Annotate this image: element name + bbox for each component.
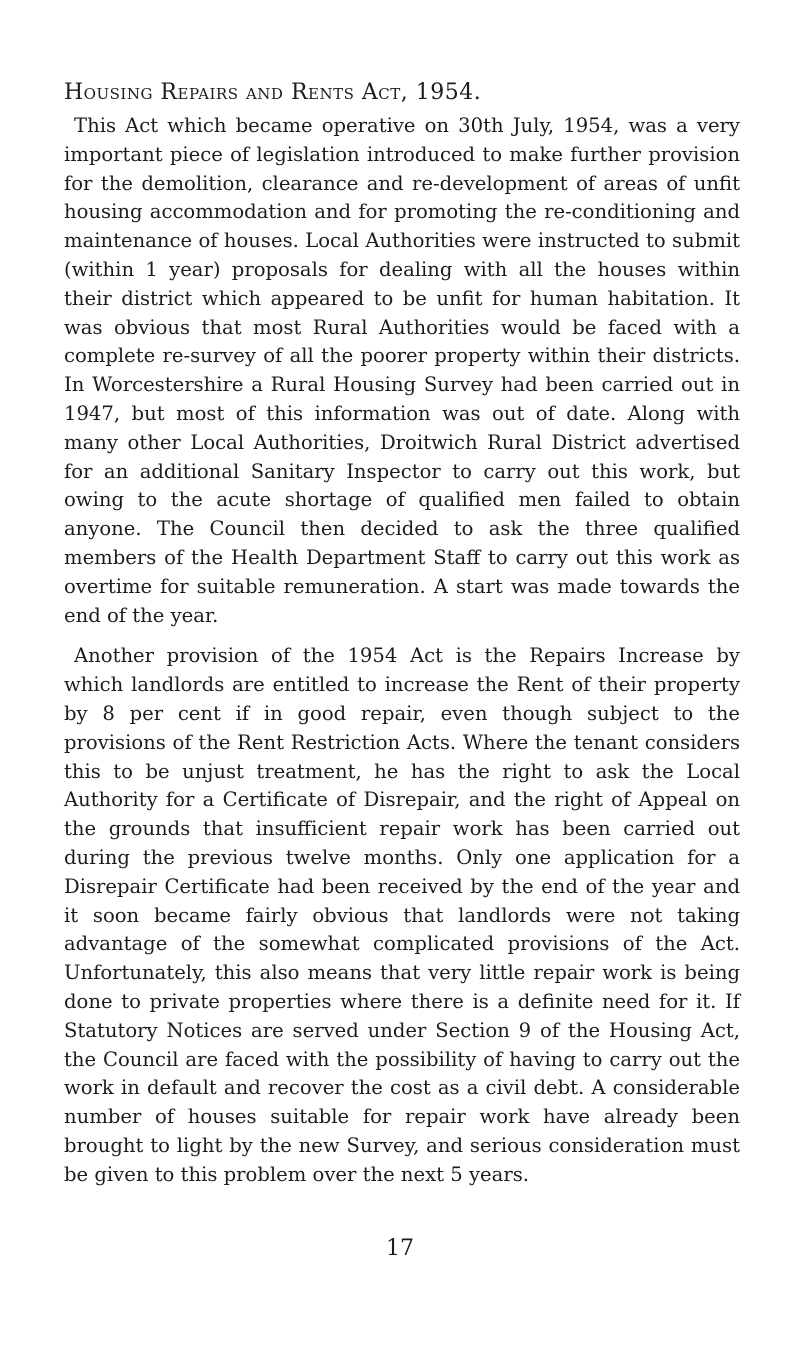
- paragraph-1: This Act which became operative on 30th July, 1954, was a very important piece of legislation introduced to make further provision for the demolition, clearance and re-development of areas of unfit housing accommodation and for promoting the re-conditioning and maintenance of houses. Local Authorities were instructed to submit (within 1 year) proposals for dealing with all the houses within their district which appeared to be unfit for human habitation. It was obvious that most Rural Authorities would be faced with a complete re-survey of all the poorer property within their districts. In Worcestershire a Rural Housing Survey had been carried out in 1947, but most of this information was out of date. Along with many other Local Authorities, Droitwich Rural District advertised for an additional Sanitary Inspector to carry out this work, but owing to the acute shortage of qualified men failed to obtain anyone. The Council then decided to ask the three qualified members of the Health Department Staff to carry out this work as overtime for suitable remuneration. A start was made towards the end of the year.: [64, 114, 740, 627]
- document-page: [64, 78, 740, 1189]
- paragraph-2: Another provision of the 1954 Act is the Repairs Increase by which landlords are entitled to increase the Rent of their property by 8 per cent if in good repair, even though subject to the provisions of the Rent Restriction Acts. Where the tenant considers this to be unjust treatment, he has the right to ask the Local Authority for a Certificate of Disrepair, and the right of Appeal on the grounds that insufficient repair work has been carried out during the previous twelve months. Only one application for a Disrepair Certificate had been received by the end of the year and it soon became fairly obvious that landlords were not taking advantage of the somewhat complicated provisions of the Act. Unfortunately, this also means that very little repair work is being done to private properties where there is a definite need for it. If Statutory Notices are served under Section 9 of the Housing Act, the Council are faced with the possibility of having to carry out the work in default and recover the cost as a civil debt. A considerable number of houses suitable for repair work have already been brought to light by the new Survey, and serious consideration must be given to this problem over the next 5 years.: [64, 644, 740, 1186]
- page-number: 17: [386, 1236, 414, 1261]
- section-heading: Housing Repairs and Rents Act, 1954.: [64, 80, 482, 105]
